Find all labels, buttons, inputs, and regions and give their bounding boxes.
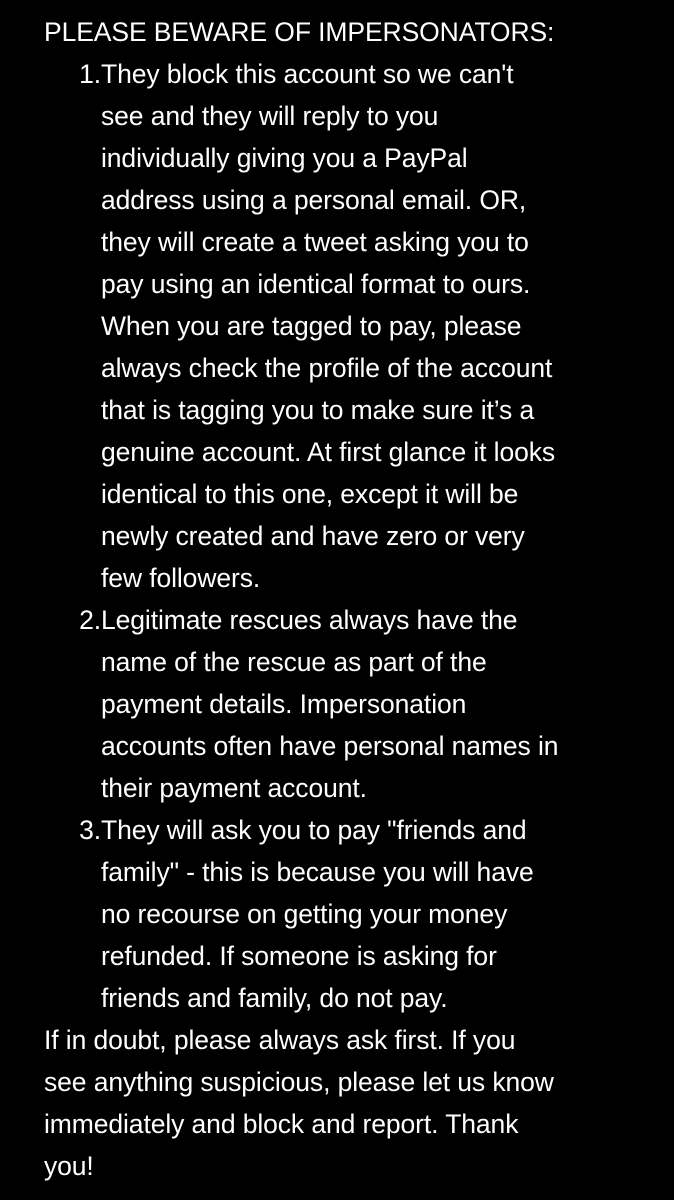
text-line: payment details. Impersonation — [101, 689, 467, 719]
text-line: always check the profile of the account — [101, 353, 553, 383]
list-number-label: 3. — [79, 815, 101, 845]
list-item — [44, 53, 664, 599]
closing-paragraph — [44, 1019, 664, 1187]
text-line: refunded. If someone is asking for — [101, 941, 497, 971]
text-line: individually giving you a PayPal — [101, 143, 468, 173]
text-line: family" - this is because you will have — [101, 857, 534, 887]
text-line: newly created and have zero or very — [101, 521, 525, 551]
text-line: pay using an identical format to ours. — [101, 269, 531, 299]
list-item-text — [101, 53, 664, 599]
list-number-label: 2. — [79, 605, 101, 635]
text-line: address using a personal email. OR, — [101, 185, 527, 215]
notice-text — [44, 11, 664, 1187]
text-line: When you are tagged to pay, please — [101, 311, 522, 341]
text-line: see anything suspicious, please let us know — [44, 1067, 554, 1097]
text-line: that is tagging you to make sure it’s a — [101, 395, 535, 425]
text-line: identical to this one, except it will be — [101, 479, 519, 509]
text-line: you! — [44, 1151, 94, 1181]
notice-heading: PLEASE BEWARE OF IMPERSONATORS: — [44, 17, 555, 47]
list-number-label: 1. — [79, 59, 101, 89]
text-line: friends and family, do not pay. — [101, 983, 448, 1013]
text-line: genuine account. At first glance it looks — [101, 437, 556, 467]
text-line: Legitimate rescues always have the — [101, 605, 518, 635]
text-line: immediately and block and report. Thank — [44, 1109, 519, 1139]
list-item-text — [101, 809, 664, 1019]
text-line: no recourse on getting your money — [101, 899, 508, 929]
text-line: they will create a tweet asking you to — [101, 227, 529, 257]
text-line: few followers. — [101, 563, 261, 593]
text-line: If in doubt, please always ask first. If you — [44, 1025, 516, 1055]
list-item — [44, 809, 664, 1019]
text-line: They will ask you to pay "friends and — [101, 815, 527, 845]
text-line: see and they will reply to you — [101, 101, 439, 131]
list-item — [44, 599, 664, 809]
text-line: accounts often have personal names in — [101, 731, 559, 761]
list-number — [44, 53, 101, 599]
text-line: name of the rescue as part of the — [101, 647, 487, 677]
list-number — [44, 809, 101, 1019]
text-line: They block this account so we can't — [101, 59, 514, 89]
list-item-text — [101, 599, 664, 809]
text-line: their payment account. — [101, 773, 367, 803]
warning-list — [44, 53, 664, 1019]
list-number — [44, 599, 101, 809]
